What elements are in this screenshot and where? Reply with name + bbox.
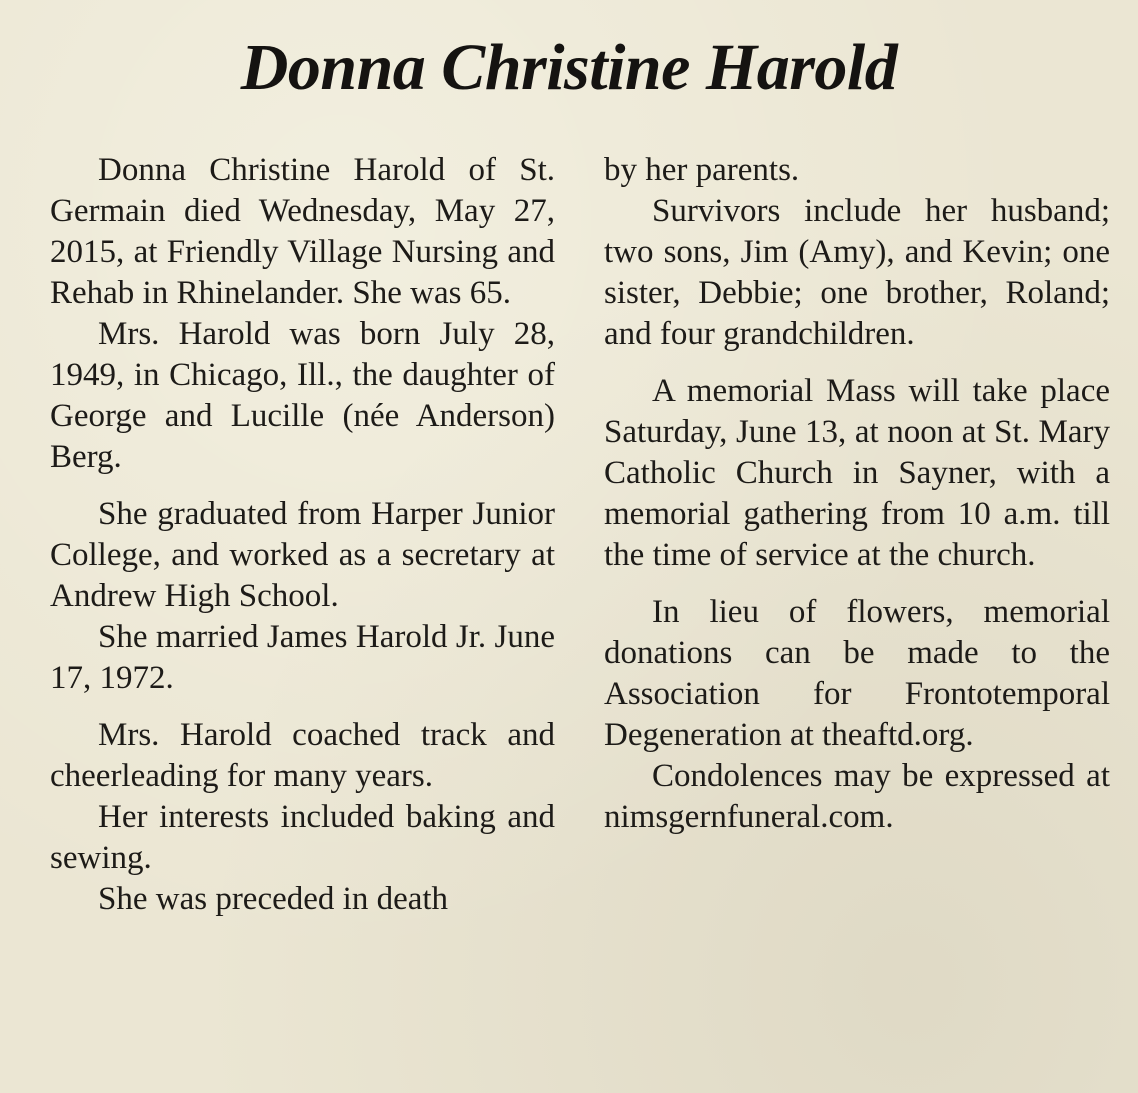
paragraph-coaching: Mrs. Harold coached track and cheerleading for many years. [50,717,555,794]
column-divider [577,150,578,1050]
paragraph-education: She graduated from Harper Junior College, and worked as a secretary at Andrew High School. [50,496,555,614]
right-column [604,150,1110,838]
paragraph-survivors: Survivors include her husband; two sons, Jim (Amy), and Kevin; one sister, Debbie; one brother, Roland; and four grandchildren. [604,193,1110,352]
paragraph-preceded-continued: by her parents. [604,152,800,188]
left-column [50,150,555,920]
paragraph-birth: Mrs. Harold was born July 28, 1949, in Chicago, Ill., the daughter of George and Lucille (née Anderson) Berg. [50,316,555,475]
paragraph-preceded: She was preceded in death [98,881,449,917]
paragraph-marriage: She married James Harold Jr. June 17, 1972. [50,619,555,696]
paragraph-memorial-mass: A memorial Mass will take place Saturday, June 13, at noon at St. Mary Catholic Church in Sayner, with a memorial gathering from 10 a.m. till the time of service at the church. [604,373,1110,573]
obituary-headline: Donna Christine Harold [240,31,898,104]
paragraph-interests: Her interests included baking and sewing. [50,799,555,876]
paragraph-donations: In lieu of flowers, memorial donations can be made to the Association for Frontotemporal Degeneration at theaftd.org. [604,594,1110,753]
paragraph-condolences: Condolences may be expressed at nimsgernfuneral.com. [604,758,1110,835]
paragraph-death-notice: Donna Christine Harold of St. Germain died Wednesday, May 27, 2015, at Friendly Village Nursing and Rehab in Rhinelander. She was 65. [50,152,555,311]
